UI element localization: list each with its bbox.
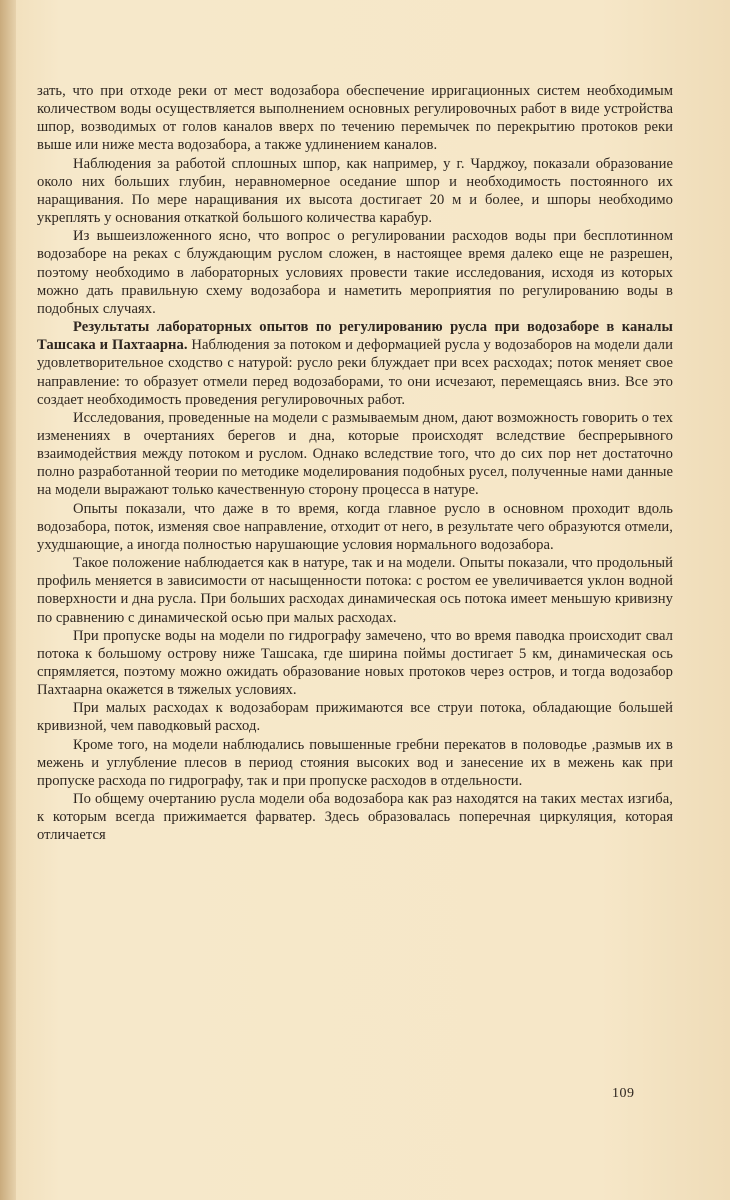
paragraph-1	[37, 82, 673, 155]
paragraph-6	[37, 500, 673, 554]
paragraph-10-text: Кроме того, на модели наблюдались повышенные гребни перекатов в половодье ,размыв их в межень и углубление плесов в период стояния высоких вод и занесение их в межень как при пропуске расхода по гидрографу, так и при пропуске расходов в отдельности.	[37, 736, 673, 789]
body-text	[37, 82, 673, 845]
paragraph-4-text: Наблюдения за потоком и деформацией русла у водозаборов на модели дали удовлетворительное сходство с натурой: русло реки блуждает при всех расходах; поток меняет свое направление: то образует отмели перед водозаборами, то они исчезают, перемещаясь вниз. Все это создает необходимость проведения регулировочных работ.	[37, 337, 673, 408]
paragraph-8-text: При пропуске воды на модели по гидрографу замечено, что во время паводка происходит свал потока к большому острову ниже Ташсака, где ширина поймы достигает 5 км, динамическая ось спрямляется, поэтому можно ожидать образование новых протоков через остров, и тогда водозабор Пахтаарна окажется в тяжелых условиях.	[37, 627, 673, 699]
paragraph-11	[37, 790, 673, 844]
paragraph-11-text: По общему очертанию русла модели оба водозабора как раз находятся на таких местах изгиба, к которым всегда прижимается фарватер. Здесь образовалась поперечная циркуляция, которая отличается	[37, 791, 673, 844]
page-binding-edge	[0, 0, 16, 1200]
paragraph-8	[37, 627, 673, 700]
paragraph-7	[37, 554, 673, 627]
paragraph-4	[37, 318, 673, 409]
paragraph-3-text: Из вышеизложенного ясно, что вопрос о регулировании расходов воды при бесплотинном водозаборе на реках с блуждающим руслом сложен, в настоящее время далеко еще не разрешен, поэтому необходимо в лабораторных условиях провести такие исследования, исходя из которых можно дать правильную схему водозабора и наметить мероприятия по регулированию воды в подобных случаях.	[37, 228, 673, 317]
paragraph-5-text: Исследования, проведенные на модели с размываемым дном, дают возможность говорить о тех изменениях в очертаниях берегов и дна, которые происходят вследствие беспрерывного взаимодействия между потоком и руслом. Однако вследствие того, что до сих пор нет достаточно полно разработанной теории по методике моделирования подобных русел, полученные нами данные на модели выражают только качественную сторону процесса в натуре.	[37, 409, 673, 499]
paragraph-7-text: Такое положение наблюдается как в натуре, так и на модели. Опыты показали, что продольный профиль меняется в зависимости от насыщенности потока: с ростом ее увеличивается уклон водной поверхности и дна русла. При больших расходах динамическая ось потока имеет меньшую кривизну по сравнению с динамической осью при малых расходах.	[37, 555, 673, 626]
page-number: 109	[612, 1086, 635, 1101]
paragraph-6-text: Опыты показали, что даже в то время, когда главное русло в основном проходит вдоль водозабора, поток, изменяя свое направление, отходит от него, в результате чего образуются отмели, ухудшающие, а иногда полностью нарушающие условия нормального водозабора.	[37, 500, 673, 553]
paragraph-10	[37, 736, 673, 790]
section-heading: Результаты лабораторных опытов по регулированию русла при водозаборе в каналы Ташсака и Пахтаарна.	[37, 319, 673, 354]
paragraph-2-text: Наблюдения за работой сплошных шпор, как например, у г. Чарджоу, показали образование около них больших глубин, неравномерное оседание шпор и необходимость постоянного их наращивания. По мере наращивания их высота достигает 20 м и более, и шпоры необходимо укреплять у основания откаткой большого количества карабур.	[37, 155, 673, 227]
paragraph-2	[37, 155, 673, 228]
paragraph-3	[37, 227, 673, 318]
paragraph-9-text: При малых расходах к водозаборам прижимаются все струи потока, обладающие большей кривизной, чем паводковый расход.	[37, 700, 673, 735]
paragraph-5	[37, 409, 673, 500]
paragraph-9	[37, 699, 673, 735]
paragraph-1-text: зать, что при отходе реки от мест водозабора обеспечение ирригационных систем необходимым количеством воды осуществляется выполнением основных регулировочных работ в виде устройства шпор, возводимых от голов каналов вверх по течению перемычек по перекрытию протоков реки выше или ниже места водозабора, а также удлинением каналов.	[37, 83, 673, 154]
